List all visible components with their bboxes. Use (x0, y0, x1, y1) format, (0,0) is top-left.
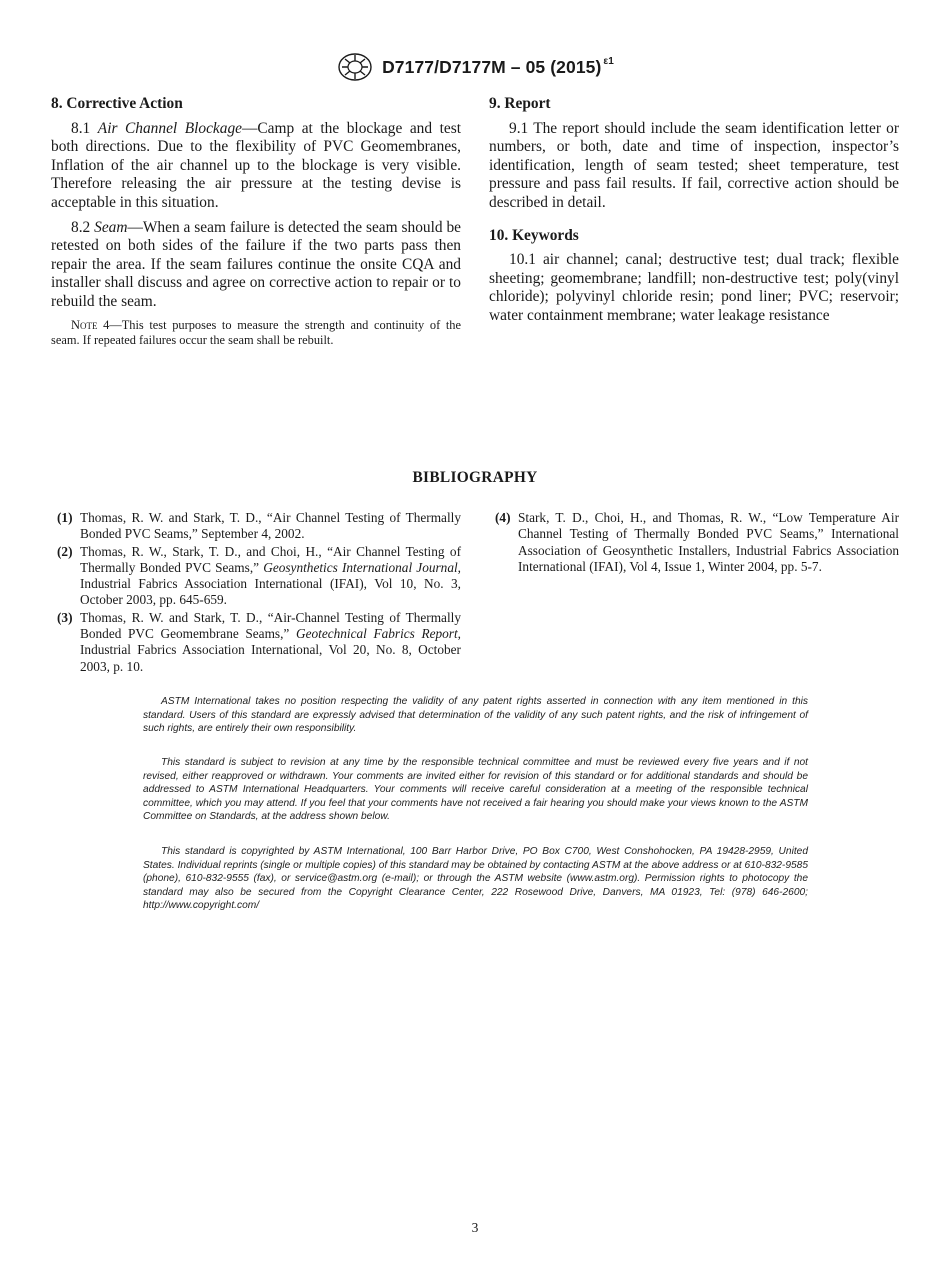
bib-number: (1) (57, 510, 73, 525)
bibliography-title: BIBLIOGRAPHY (412, 469, 538, 486)
paragraph-10-1: 10.1 air channel; canal; destructive test; dual track; flexible sheeting; geomembrane; landfill; non-destructive test; poly(vinyl chloride); polyvinyl chloride resin; pond liner; PVC; reservoir; water containment membrane; water leakage resistance (489, 251, 899, 324)
bib-entry-4 (489, 510, 899, 575)
paragraph-8-1: 8.1 Air Channel Blockage—Camp at the blockage and test both directions. Due to the flexibility of PVC Geomembranes, Inflation of the air channel up to the blockage is very visible. Therefore releasing the air pressure at the testing devise is acceptable in this situation. (51, 119, 461, 211)
bib-entry-1 (51, 510, 461, 543)
bib-text: Thomas, R. W., Stark, T. D., and Choi, H., “Air Channel Testing of Thermally Bonded PVC Seams,” Geosynthetics International Journal, Industrial Fabrics Association International (IFAI), Vol 10, No. 3, October 2003, pp. 645-659. (80, 543, 461, 608)
paragraph-8-2: 8.2 Seam—When a seam failure is detected the seam should be retested on both sides of the failure if the two parts pass then repair the area. If the seam failures continue the onsite CQA and installer shall discuss and agree on corrective action to repair or to rebuild the seam. (51, 218, 461, 310)
bib-text: Stark, T. D., Choi, H., and Thomas, R. W., “Low Temperature Air Channel Testing of Thermally Bonded PVC Seams,” International Association of Geosynthetic Installers, Industrial Fabrics Association International (IFAI), Vol 4, Issue 1, Winter 2004, pp. 5-7. (518, 510, 899, 574)
section-9-heading: 9. Report (489, 95, 551, 112)
paragraph-9-1: 9.1 The report should include the seam identification letter or numbers, or both, date and time of inspection, inspector’s identification, length of seam tested; sheet temperature, test pressure and pass fail results. If fail, corrective action should be described in detail. (489, 119, 899, 211)
bib-number: (4) (495, 510, 511, 525)
page-number: 3 (471, 1220, 479, 1235)
bib-entry-2 (51, 544, 461, 609)
bib-text: Thomas, R. W. and Stark, T. D., “Air Channel Testing of Thermally Bonded PVC Seams,” September 4, 2002. (80, 510, 461, 542)
standard-designation: D7177/D7177M – 05 (2015) $^{\varepsilon 1}$ (382, 55, 614, 77)
astm-logo-icon (336, 52, 374, 82)
right-column (489, 95, 899, 332)
page-header (0, 52, 950, 87)
bib-number: (3) (57, 609, 73, 625)
note-4: Note 4—This test purposes to measure the strength and continuity of the seam. If repeated failures occur the seam shall be rebuilt. (51, 317, 461, 348)
epsilon-superscript: ε1 (603, 55, 614, 67)
section-8-heading: 8. Corrective Action (51, 95, 183, 112)
bibliography-left (51, 510, 461, 676)
bib-text: Thomas, R. W. and Stark, T. D., “Air-Channel Testing of Thermally Bonded PVC Geomembrane Seams,” Geotechnical Fabrics Report, Industrial Fabrics Association International, Vol 20, No. 8, October 2003, p. 10. (80, 609, 461, 674)
section-10-heading: 10. Keywords (489, 226, 579, 244)
left-column (51, 95, 461, 349)
bibliography-right (489, 510, 899, 576)
bib-number: (2) (57, 543, 73, 559)
revision-notice: This standard is subject to revision at any time by the responsible technical committee and must be reviewed every five years and if not revised, either reapproved or withdrawn. Your comments are invited either for revision of this standard or for additional standards and should be addressed to ASTM International Headquarters. Your comments will receive careful consideration at a meeting of the responsible technical committee, which you may attend. If you feel that your comments have not received a fair hearing you should make your views known to the ASTM Committee on Standards, at the address shown below. (143, 757, 808, 823)
copyright-notice: This standard is copyrighted by ASTM International, 100 Barr Harbor Drive, PO Box C700, West Conshohocken, PA 19428-2959, United States. Individual reprints (single or multiple copies) of this standard may be obtained by contacting ASTM at the above address or at 610-832-9585 (phone), 610-832-9555 (fax), or service@astm.org (e-mail); or through the ASTM website (www.astm.org). Permission rights to photocopy the standard may also be secured from the Copyright Clearance Center, 222 Rosewood Drive, Danvers, MA 01923, Tel: (978) 646-2600; http://www.copyright.com/ (143, 846, 808, 912)
bib-entry-3 (51, 610, 461, 675)
patent-notice: ASTM International takes no position respecting the validity of any patent rights asserted in connection with any item mentioned in this standard. Users of this standard are expressly advised that determination of the validity of any such patent rights, and the risk of infringement of such rights, are entirely their own responsibility. (143, 696, 808, 735)
